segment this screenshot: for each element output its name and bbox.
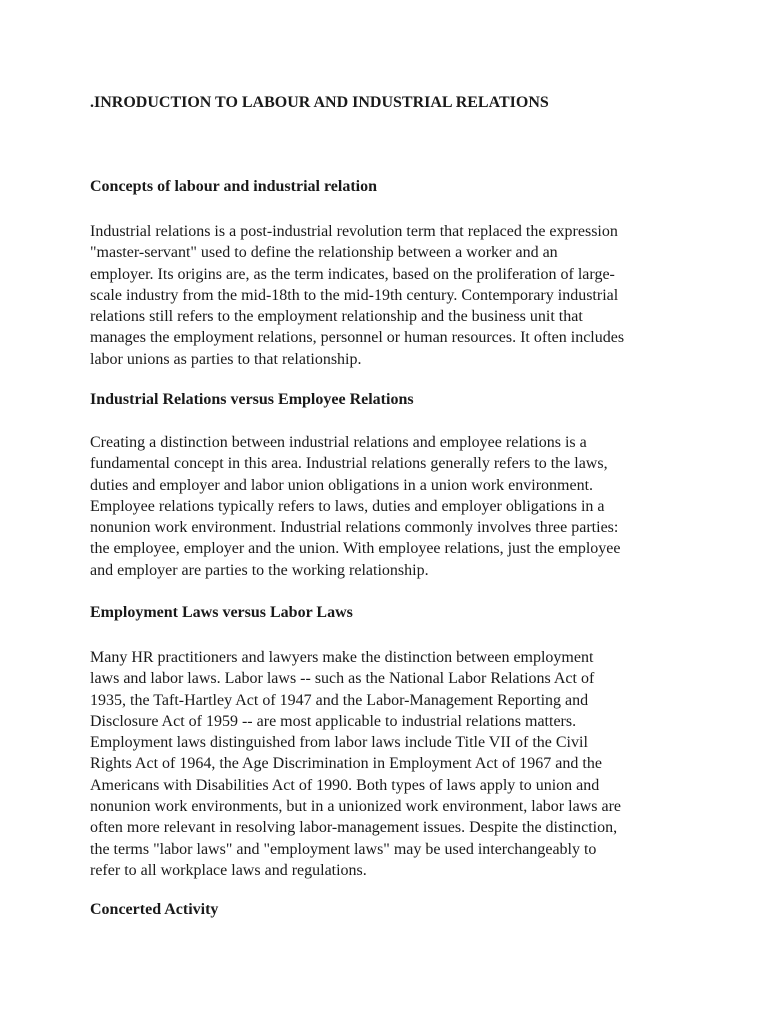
section-heading: Employment Laws versus Labor Laws [90,604,353,621]
section-heading: Concepts of labour and industrial relation [90,178,378,195]
section-heading: Concerted Activity [90,901,219,918]
document-title: .INRODUCTION TO LABOUR AND INDUSTRIAL RELATIONS [90,94,549,111]
section-heading: Industrial Relations versus Employee Relations [90,391,414,408]
section-paragraph: Creating a distinction between industrial relations and employee relations is a fundamental concept in this area. Industrial relations generally refers to the laws, duties and employer and labor union obligations in a union work environment. Employee relations typically refers to laws, duties and employer obligations in a nonunion work environment. Industrial relations commonly involves three parties: the employee, employer and the union. With employee relations, just the employee and employer are parties to the working relationship. [90,434,621,579]
section-paragraph: Industrial relations is a post-industrial revolution term that replaced the expression "master-servant" used to define the relationship between a worker and an employer. Its origins are, as the term indicates, based on the proliferation of large- scale industry from the mid-18th to the mid-19th century. Contemporary industrial relations still refers to the employment relationship and the business unit that manages the employment relations, personnel or human resources. It often includes labor unions as parties to that relationship. [90,223,625,368]
section-paragraph: Many HR practitioners and lawyers make the distinction between employment laws and labor laws. Labor laws -- such as the National Labor Relations Act of 1935, the Taft-Hartley Act of 1947 and the Labor-Management Reporting and Disclosure Act of 1959 -- are most applicable to industrial relations matters. Employment laws distinguished from labor laws include Title VII of the Civil Rights Act of 1964, the Age Discrimination in Employment Act of 1967 and the Americans with Disabilities Act of 1990. Both types of laws apply to union and nonunion work environments, but in a unionized work environment, labor laws are often more relevant in resolving labor-management issues. Despite the distinction, the terms "labor laws" and "employment laws" may be used interchangeably to refer to all workplace laws and regulations. [90,649,621,879]
